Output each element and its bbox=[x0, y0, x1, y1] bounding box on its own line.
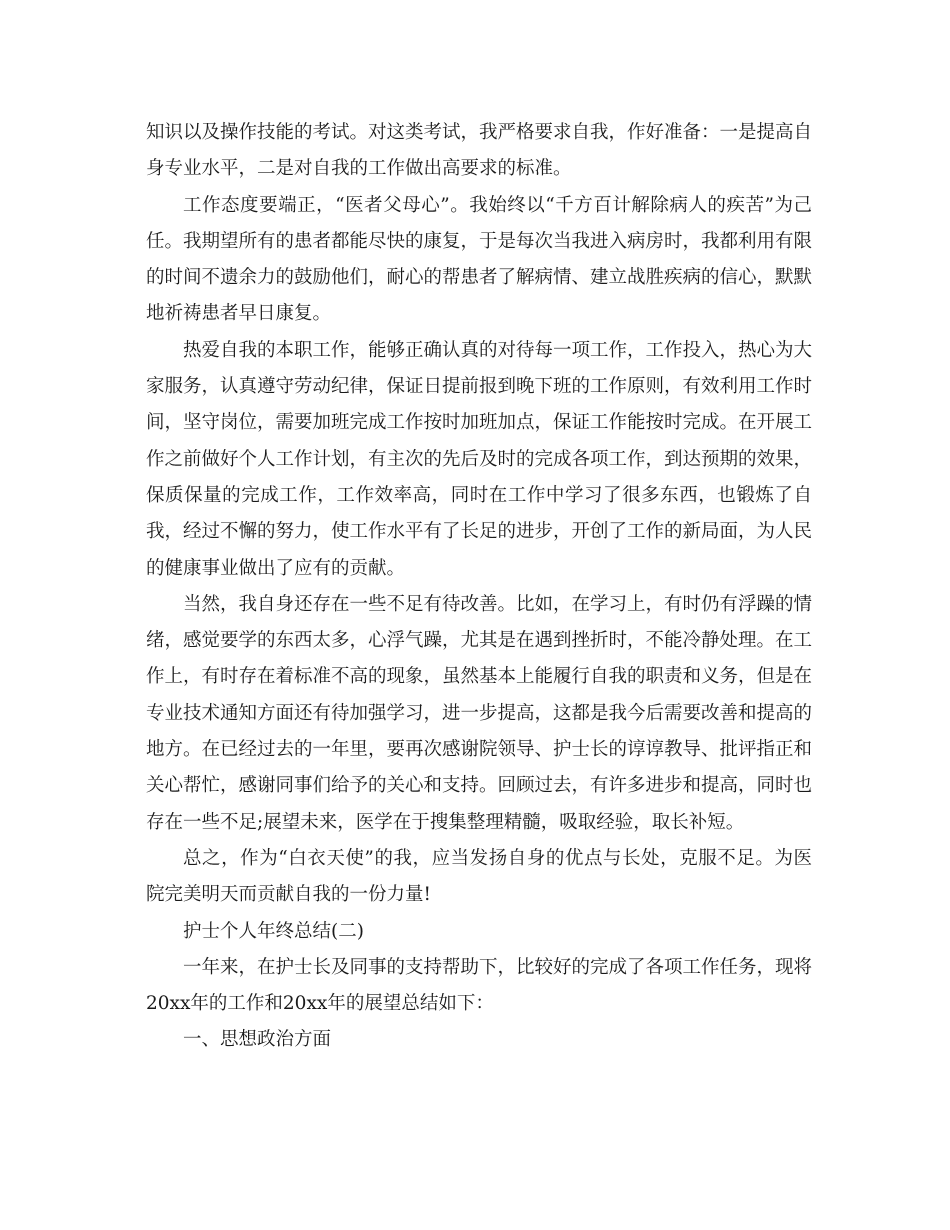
document-body bbox=[146, 115, 812, 1059]
section-heading-summary-two: 护士个人年终总结(二) bbox=[183, 920, 364, 942]
paragraph-conclusion: 总之，作为“白衣天使”的我，应当发扬自身的优点与长处，克服不足。为医院完美明天而贡献自我的一份力量! bbox=[146, 847, 812, 906]
paragraph-shortcomings: 当然，我自身还存在一些不足有待改善。比如，在学习上，有时仍有浮躁的情绪，感觉要学的东西太多，心浮气躁，尤其是在遇到挫折时，不能冷静处理。在工作上，有时存在着标准不高的现象，虽然基本上能履行自我的职责和义务，但是在专业技术通知方面还有待加强学习，进一步提高，这都是我今后需要改善和提高的地方。在已经过去的一年里，要再次感谢院领导、护士长的谆谆教导、批评指正和关心帮忙，感谢同事们给予的关心和支持。回顾过去，有许多进步和提高，同时也存在一些不足;展望未来，医学在于搜集整理精髓，吸取经验，取长补短。 bbox=[146, 593, 813, 833]
paragraph-love-of-work: 热爱自我的本职工作，能够正确认真的对待每一项工作，工作投入，热心为大家服务，认真遵守劳动纪律，保证日提前报到晚下班的工作原则，有效利用工作时间，坚守岗位，需要加班完成工作按时加班加点，保证工作能按时完成。在开展工作之前做好个人工作计划，有主次的先后及时的完成各项工作，到达预期的效果，保质保量的完成工作，工作效率高，同时在工作中学习了很多东西，也锻炼了自我，经过不懈的努力，使工作水平有了长足的进步，开创了工作的新局面，为人民的健康事业做出了应有的贡献。 bbox=[146, 339, 813, 579]
paragraph-work-attitude: 工作态度要端正，“医者父母心”。我始终以“千方百计解除病人的疾苦”为己任。我期望所有的患者都能尽快的康复，于是每次当我进入病房时，我都利用有限的时间不遗余力的鼓励他们，耐心的帮患者了解病情、建立战胜疾病的信心，默默地祈祷患者早日康复。 bbox=[146, 194, 813, 325]
section-heading-political: 一、思想政治方面 bbox=[183, 1029, 332, 1051]
paragraph-intro-year: 一年来，在护士长及同事的支持帮助下，比较好的完成了各项工作任务，现将20xx年的工作和20xx年的展望总结如下： bbox=[146, 956, 813, 1015]
paragraph-continuation: 知识以及操作技能的考试。对这类考试，我严格要求自我，作好准备：一是提高自身专业水平，二是对自我的工作做出高要求的标准。 bbox=[146, 122, 813, 180]
